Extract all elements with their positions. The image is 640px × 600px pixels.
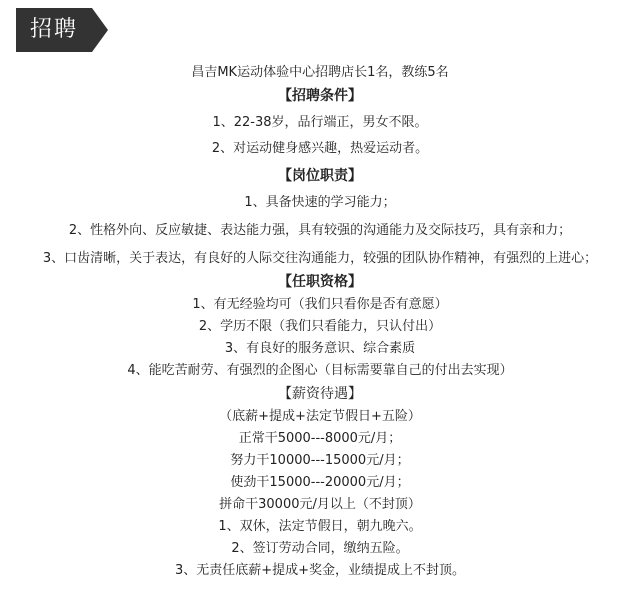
duties-heading: 【岗位职责】 xyxy=(278,168,362,184)
header-badge xyxy=(16,8,108,52)
condition-item: 2、对运动健身感兴趣，热爱运动者。 xyxy=(211,141,429,156)
qualification-item: 1、有无经验均可（我们只看你是否有意愿） xyxy=(192,297,448,312)
salary-heading: 【薪资待遇】 xyxy=(278,386,362,402)
qualification-item: 2、学历不限（我们只看能力，只认付出） xyxy=(198,319,442,334)
conditions-heading: 【招聘条件】 xyxy=(278,88,362,104)
condition-item: 1、22-38岁，品行端正，男女不限。 xyxy=(212,115,428,130)
duty-item: 2、性格外向、反应敏捷、表达能力强，具有较强的沟通能力及交际技巧，具有亲和力； xyxy=(68,223,572,238)
duty-item: 3、口齿清晰，关于表达，有良好的人际交往沟通能力，较强的团队协作精神，有强烈的上进心； xyxy=(42,251,598,266)
duty-item: 1、具备快速的学习能力； xyxy=(244,195,396,210)
salary-item: （底薪+提成+法定节假日+五险） xyxy=(219,409,421,424)
qualifications-heading: 【任职资格】 xyxy=(278,274,362,290)
salary-item: 拼命干30000元/月以上（不封顶） xyxy=(219,497,421,512)
job-posting-content xyxy=(0,62,640,582)
salary-item: 1、双休，法定节假日，朝九晚六。 xyxy=(218,519,422,534)
badge-arrow-icon xyxy=(92,8,108,52)
salary-item: 2、签订劳动合同，缴纳五险。 xyxy=(231,541,409,556)
qualification-item: 4、能吃苦耐劳、有强烈的企图心（目标需要靠自己的付出去实现） xyxy=(127,363,513,378)
salary-item: 使劲干15000---20000元/月； xyxy=(230,475,410,490)
salary-item: 正常干5000---8000元/月； xyxy=(238,431,402,446)
salary-item: 3、无责任底薪+提成+奖金，业绩提成上不封顶。 xyxy=(174,563,466,578)
intro-text: 昌吉MK运动体验中心招聘店长1名，教练5名 xyxy=(191,65,449,80)
header-title: 招聘 xyxy=(16,8,92,52)
salary-item: 努力干10000---15000元/月； xyxy=(230,453,410,468)
qualification-item: 3、有良好的服务意识、综合素质 xyxy=(224,341,416,356)
